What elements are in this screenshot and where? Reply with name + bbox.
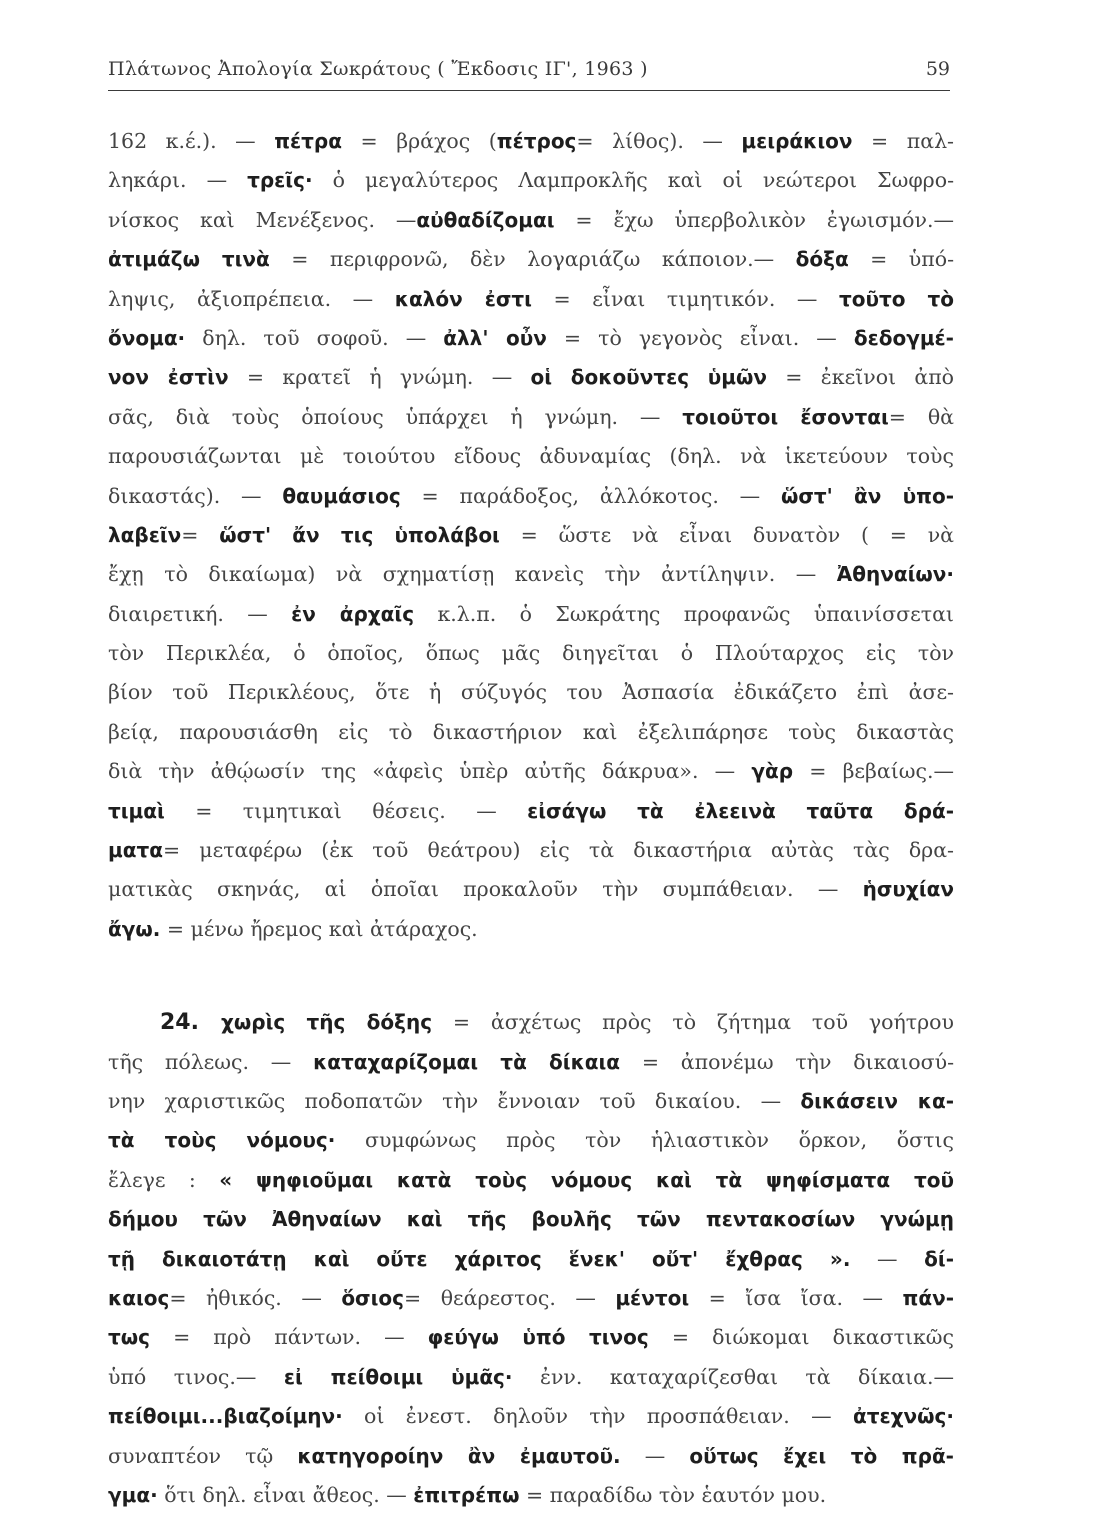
lemma-term: γμα·	[108, 1482, 158, 1507]
text-line	[108, 792, 954, 831]
gloss-text: νην χαριστικῶς ποδοπατῶν τὴν ἔννοιαν τοῦ δικαίου. —	[108, 1088, 801, 1113]
lemma-term: οἱ δοκοῦντες ὑμῶν	[530, 365, 768, 390]
text-line	[108, 1240, 954, 1279]
lemma-term: κατηγοροίην ἂν ἐμαυτοῦ.	[297, 1443, 621, 1468]
text-line	[108, 1397, 954, 1436]
text-line	[108, 1358, 954, 1397]
gloss-text: παρουσιάζωνται μὲ τοιούτου εἴδους ἀδυναμίας (δηλ. νὰ ἱκετεύουν τοὺς	[108, 444, 954, 469]
gloss-text: = θεάρεστος. —	[404, 1285, 616, 1310]
gloss-text: = τὸ γεγονὸς εἶναι. —	[546, 325, 854, 350]
text-line	[108, 555, 954, 594]
text-line	[108, 831, 954, 870]
lemma-term: οὕτως ἔχει τὸ πρᾶ-	[689, 1443, 954, 1468]
text-line	[108, 634, 954, 673]
text-line	[108, 752, 954, 791]
gloss-text: νίσκος καὶ Μενέξενος. —	[108, 207, 417, 232]
header-title: Πλάτωνος Ἀπολογία Σωκράτους ( Ἔκδοσις ΙΓ', 1963 )	[108, 58, 648, 80]
gloss-text: ληψις, ἀξιοπρέπεια. —	[108, 286, 395, 311]
gloss-text: = ἴσα ἴσα. —	[689, 1285, 903, 1310]
commentary-section-23	[108, 122, 954, 949]
gloss-text: = βεβαίως.—	[793, 759, 954, 784]
lemma-term: πείθοιμι...βιαζοίμην·	[108, 1404, 343, 1429]
text-line	[108, 437, 954, 476]
text-line	[108, 1161, 954, 1200]
gloss-text: = μένω ἤρεμος καὶ ἀτάραχος.	[160, 916, 478, 941]
running-header	[108, 56, 950, 91]
text-line	[108, 1121, 954, 1160]
gloss-text: συμφώνως πρὸς τὸν ἡλιαστικὸν ὅρκον, ὅστις	[335, 1128, 954, 1153]
lemma-term: πάν-	[902, 1285, 954, 1310]
gloss-text: ὁ μεγαλύτερος Λαμπροκλῆς καὶ οἱ νεώτεροι Σωφρο-	[312, 168, 954, 193]
lemma-term: χωρὶς τῆς δόξης	[220, 1010, 433, 1035]
lemma-term: μέντοι	[615, 1285, 690, 1310]
gloss-text: οἱ ἐνεστ. δηλοῦν τὴν προσπάθειαν. —	[342, 1404, 853, 1429]
gloss-text: ματικὰς σκηνάς, αἱ ὁποῖαι προκαλοῦν τὴν συμπάθειαν. —	[108, 877, 863, 902]
text-line	[108, 910, 954, 949]
gloss-text: ἐνν. καταχαρίζεσθαι τὰ δίκαια.—	[512, 1364, 954, 1389]
gloss-text: —	[850, 1246, 925, 1271]
gloss-text: = παραδίδω τὸν ἑαυτόν μου.	[519, 1482, 827, 1507]
gloss-text: = ὑπό-	[848, 247, 954, 272]
lemma-term: ἀτιμάζω τινὰ	[108, 247, 270, 272]
gloss-text: δηλ. τοῦ σοφοῦ. —	[185, 325, 444, 350]
lemma-term: τρεῖς·	[247, 168, 313, 193]
text-line	[108, 1003, 954, 1042]
gloss-text: = λίθος). —	[576, 129, 742, 153]
text-line	[108, 122, 954, 161]
lemma-term: φεύγω ὑπό τινος	[427, 1325, 649, 1350]
gloss-text: βείᾳ, παρουσιάσθη εἰς τὸ δικαστήριον καὶ ἐξελιπάρησε τοὺς δικαστὰς	[108, 719, 954, 744]
lemma-term: καταχαρίζομαι τὰ δίκαια	[313, 1049, 621, 1074]
gloss-text: τὸν Περικλέα, ὁ ὁποῖος, ὅπως μᾶς διηγεῖται ὁ Πλούταρχος εἰς τὸν	[108, 641, 954, 666]
text-line	[108, 1043, 954, 1082]
lemma-term: πέτρα	[274, 129, 342, 153]
page-number: 59	[925, 58, 950, 80]
text-line	[108, 201, 954, 240]
lemma-term: ἀλλ' οὖν	[443, 325, 547, 350]
text-line	[108, 477, 954, 516]
gloss-text: = θὰ	[888, 404, 954, 429]
gloss-text: δικαστάς). —	[108, 483, 283, 508]
lemma-term: εἰσάγω τὰ ἐλεεινὰ ταῦτα δρά-	[527, 798, 954, 823]
gloss-text: = βράχος (	[342, 129, 497, 153]
lemma-term: ἡσυχίαν	[862, 877, 954, 902]
text-line	[108, 1279, 954, 1318]
lemma-term: τιμαὶ	[108, 798, 165, 823]
text-line	[108, 1082, 954, 1121]
gloss-text: = πρὸ πάντων. —	[150, 1325, 428, 1350]
gloss-text: = ἐκεῖνοι ἀπὸ	[767, 365, 954, 390]
text-line	[108, 595, 954, 634]
lemma-term: πέτρος	[496, 129, 577, 153]
lemma-term: ματα	[108, 838, 163, 863]
lemma-term: καλόν ἐστι	[394, 286, 532, 311]
lemma-term: δεδογμέ-	[853, 325, 954, 350]
lemma-term: ὅσιος	[341, 1285, 405, 1310]
gloss-text: = μεταφέρω (ἐκ τοῦ θεάτρου) εἰς τὰ δικαστήρια αὐτὰς τὰς δρα-	[162, 838, 954, 863]
lemma-term: τοιοῦτοι ἔσονται	[682, 404, 889, 429]
lemma-term: ὥστ' ἄν τις ὑπολάβοι	[219, 522, 500, 547]
lemma-term: ὄνομα·	[108, 325, 186, 350]
lemma-term: γὰρ	[751, 759, 794, 784]
text-line	[108, 1476, 954, 1515]
lemma-term: δικάσειν κα-	[800, 1088, 954, 1113]
text-line	[108, 161, 954, 200]
gloss-text: = διώκομαι δικαστικῶς	[648, 1325, 954, 1350]
gloss-text: ὅτι δηλ. εἶναι ἄθεος. —	[157, 1482, 414, 1507]
gloss-text: = ἀσχέτως πρὸς τὸ ζήτημα τοῦ γοήτρου	[432, 1010, 954, 1035]
commentary-body	[108, 122, 954, 1515]
text-line	[108, 1200, 954, 1239]
gloss-text: = περιφρονῶ, δὲν λογαριάζω κάποιον.—	[269, 247, 796, 272]
lemma-term: « ψηφιοῦμαι κατὰ τοὺς νόμους καὶ τὰ ψηφίσματα τοῦ	[219, 1167, 954, 1192]
gloss-text: 162 κ.έ.). —	[108, 129, 275, 153]
lemma-term: νον ἐστὶν	[108, 365, 229, 390]
lemma-term: δόξα	[795, 247, 849, 272]
gloss-text: σᾶς, διὰ τοὺς ὁποίους ὑπάρχει ἡ γνώμη. —	[108, 404, 683, 429]
lemma-term: δί-	[924, 1246, 954, 1271]
text-line	[108, 516, 954, 555]
text-line	[108, 280, 954, 319]
lemma-term: Ἀθηναίων·	[836, 562, 954, 587]
gloss-text: = εἶναι τιμητικόν. —	[531, 286, 839, 311]
lemma-term: ἐπιτρέπω	[413, 1482, 520, 1507]
lemma-term: τοῦτο τὸ	[838, 286, 954, 311]
text-line	[108, 398, 954, 437]
text-line	[108, 870, 954, 909]
lemma-term: αὐθαδίζομαι	[416, 207, 555, 232]
gloss-text: βίον τοῦ Περικλέους, ὅτε ἡ σύζυγός του Ἀσπασία ἐδικάζετο ἐπὶ ἀσε-	[108, 680, 954, 705]
gloss-text: συναπτέον τῷ	[108, 1443, 298, 1468]
gloss-text: ληκάρι. —	[108, 168, 248, 193]
section-number: 24.	[160, 1010, 221, 1036]
text-line	[108, 1318, 954, 1357]
text-line	[108, 319, 954, 358]
lemma-term: ἀτεχνῶς·	[853, 1404, 954, 1429]
lemma-term: τὰ τοὺς νόμους·	[108, 1128, 336, 1153]
gloss-text: = παράδοξος, ἀλλόκοτος. —	[400, 483, 781, 508]
gloss-text: = παλ-	[852, 129, 954, 153]
gloss-text: κ.λ.π. ὁ Σωκράτης προφανῶς ὑπαινίσσεται	[414, 601, 954, 626]
text-line	[108, 713, 954, 752]
gloss-text: —	[620, 1443, 690, 1468]
gloss-text: = κρατεῖ ἡ γνώμη. —	[228, 365, 531, 390]
lemma-term: τως	[108, 1325, 151, 1350]
commentary-section-24	[108, 1003, 954, 1515]
text-line	[108, 673, 954, 712]
gloss-text: = ἠθικός. —	[169, 1285, 342, 1310]
lemma-term: εἰ πείθοιμι ὑμᾶς·	[283, 1364, 513, 1389]
gloss-text: διαιρετική. —	[108, 601, 292, 626]
gloss-text: = ἀπονέμω τὴν δικαιοσύ-	[620, 1049, 954, 1074]
gloss-text: τῆς πόλεως. —	[108, 1049, 314, 1074]
lemma-term: λαβεῖν	[108, 522, 182, 547]
gloss-text: =	[181, 522, 220, 547]
gloss-text: ὑπό τινος.—	[108, 1364, 284, 1389]
lemma-term: θαυμάσιος	[282, 483, 401, 508]
section-gap	[108, 949, 954, 1003]
lemma-term: ἄγω.	[108, 916, 161, 941]
text-line	[108, 358, 954, 397]
lemma-term: ὥστ' ἂν ὑπο-	[780, 483, 954, 508]
lemma-term: δήμου τῶν Ἀθηναίων καὶ τῆς βουλῆς τῶν πεντακοσίων γνώμῃ	[108, 1207, 954, 1232]
gloss-text: = ὥστε νὰ εἶναι δυνατὸν ( = νὰ	[499, 522, 954, 547]
lemma-term: καιος	[108, 1285, 170, 1310]
gloss-text: ἔχῃ τὸ δικαίωμα) νὰ σχηματίσῃ κανεὶς τὴν ἀντίληψιν. —	[108, 562, 837, 587]
gloss-text: διὰ τὴν ἀθῴωσίν της «ἀφεὶς ὑπὲρ αὐτῆς δάκρυα». —	[108, 759, 752, 784]
lemma-term: μειράκιον	[741, 129, 853, 153]
lemma-term: ἐν ἀρχαῖς	[291, 601, 415, 626]
text-line	[108, 240, 954, 279]
text-line	[108, 1437, 954, 1476]
lemma-term: τῇ δικαιοτάτῃ καὶ οὔτε χάριτος ἕνεκ' οὔτ' ἔχθρας ».	[108, 1246, 851, 1271]
gloss-text: = τιμητικαὶ θέσεις. —	[164, 798, 528, 823]
gloss-text: = ἔχω ὑπερβολικὸν ἐγωισμόν.—	[554, 207, 954, 232]
gloss-text: ἔλεγε :	[108, 1167, 220, 1192]
